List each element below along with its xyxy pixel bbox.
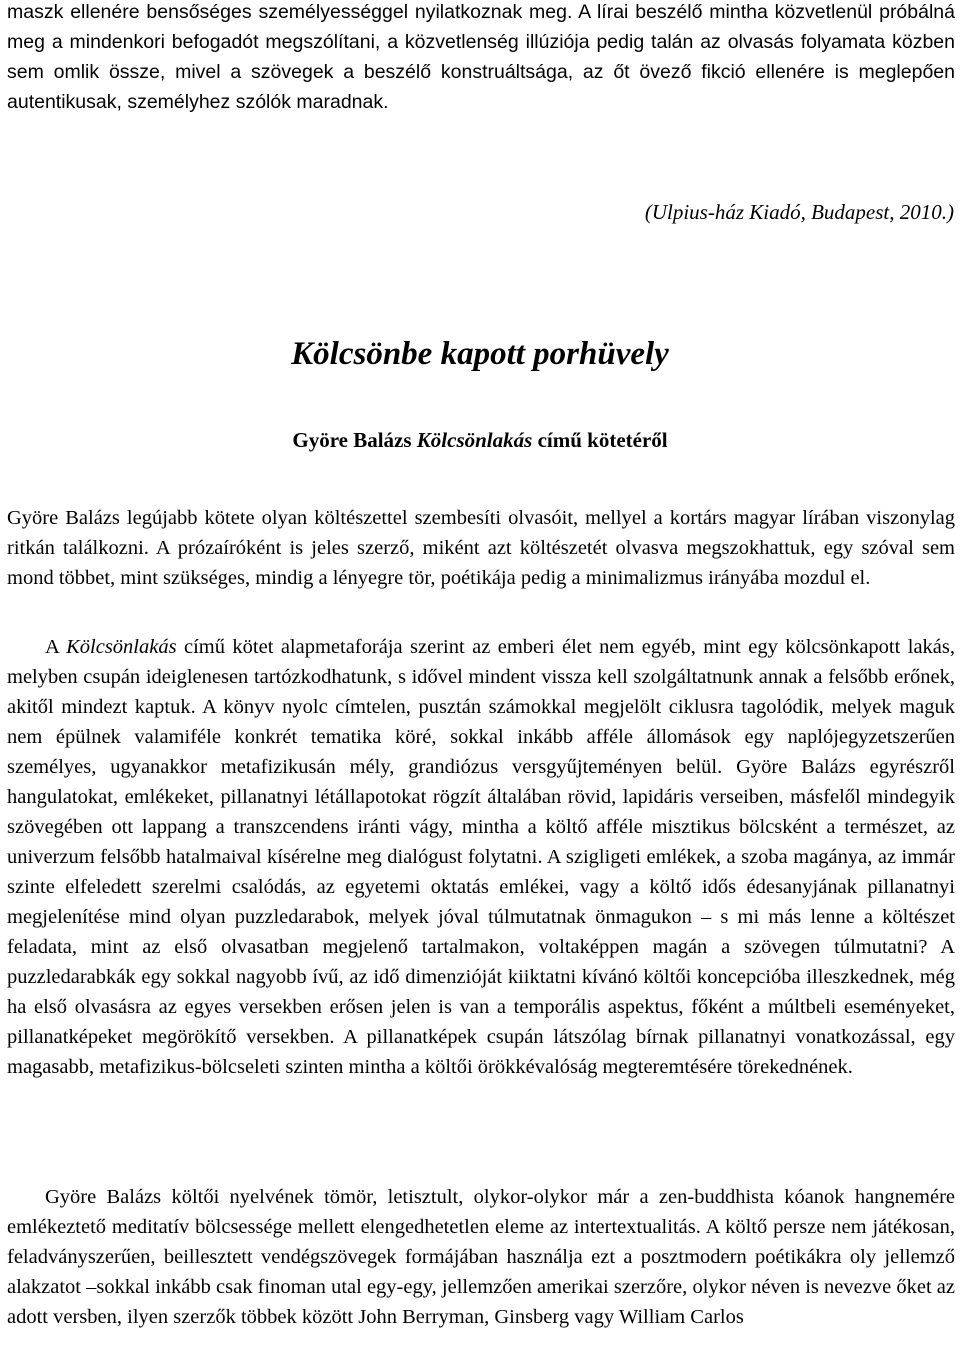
paragraph-2-start: A xyxy=(45,636,67,658)
paragraph-2 xyxy=(7,632,955,1082)
article-subtitle xyxy=(0,425,960,455)
paragraph-3: Györe Balázs költői nyelvének tömör, letisztult, olykor-olykor már a zen-buddhista kóanok hangnemére emlékeztető meditatív bölcsessége mellett elengedhetetlen eleme az intertextualitás. A költő persze nem játékosan, feladványszerűen, beillesztett vendégszövegek formájában használja ezt a posztmodern poétikákra oly jellemző alakzatot –sokkal inkább csak finoman utal egy-egy, jellemzően amerikai szerzőre, olykor néven is nevezve őket az adott versben, ilyen szerzők többek között John Berryman, Ginsberg vagy William Carlos xyxy=(7,1186,955,1328)
article-title: Kölcsönbe kapott porhüvely xyxy=(291,336,669,372)
paragraph-2-body: című kötet alapmetaforája szerint az emberi élet nem egyéb, mint egy kölcsönkapott lakás, melyben csupán ideiglenesen tartózkodhatunk, s idővel mindent vissza kell szolgáltatnunk annak a felsőbb erőnek, akitől mindezt kaptuk. A könyv nyolc címtelen, pusztán számokkal megjelölt ciklusra tagolódik, melyek maguk nem épülnek valamiféle konkrét tematika köré, sokkal inkább afféle állomások egy naplójegyzetszerűen személyes, ugyanakkor metafizikusán mély, grandiózus versgyűjteményen belül. Györe Balázs egyrészről hangulatokat, emlékeket, pillanatnyi létállapotokat rögzít általában rövid, lapidáris verseiben, másfelől mindegyik szövegében ott lappang a transzcendens iránti vágy, mintha a költő afféle misztikus bölcsként a természet, az univerzum felsőbb hatalmaival kísérelne meg dialógust folytatni. A szigligeti emlékek, a szoba magánya, az immár szinte elfeledett szerelmi csalódás, az egyetemi oktatás emlékei, vagy a költő idős édesanyjának pillanatnyi megjelenítése mind olyan puzzledarabok, melyek jóval túlmutatnak önmagukon – s mi más lenne a költészet feladata, mint az első olvasatban megjelenő tartalmakon, voltaképpen magán a szövegen túlmutatni? A puzzledarabkák egy sokkal nagyobb ívű, az idő dimenzióját kiiktatni kívánó költői koncepcióba illeszkednek, még ha első olvasásra az egyes versekben erősen jelen is van a temporális aspektus, főként a múltbeli eseményeket, pillanatképeket megörökítő versekben. A pillanatképek csupán látszólag bírnak pillanatnyi vonatkozással, egy magasabb, metafizikus-bölcseleti szinten mintha a költői örökkévalóság megteremtésére törekednének. xyxy=(7,636,955,1078)
subtitle-book-title: Kölcsönlakás xyxy=(416,428,533,452)
publication-source: (Ulpius-ház Kiadó, Budapest, 2010.) xyxy=(644,200,954,224)
paragraph-2-book-title: Kölcsönlakás xyxy=(66,636,177,658)
subtitle-author: Györe Balázs xyxy=(292,428,417,452)
paragraph-1: Györe Balázs legújabb kötete olyan költészettel szembesíti olvasóit, mellyel a kortárs magyar lírában viszonylag ritkán találkozni. A prózaíróként is jeles szerző, miként azt költészetét olvasva megszokhattuk, egy szóval sem mond többet, mint szükséges, mindig a lényegre tör, poétikája pedig a minimalizmus irányába mozdul el. xyxy=(7,507,955,589)
intro-paragraph: maszk ellenére bensőséges személyességgel nyilatkoznak meg. A lírai beszélő mintha közvetlenül próbálná meg a mindenkori befogadót megszólítani, a közvetlenség illúziója pedig talán az olvasás folyamata közben sem omlik össze, mivel a szövegek a beszélő konstruáltsága, az őt övező fikció ellenére is meglepően autentikusak, személyhez szólók maradnak. xyxy=(7,1,955,113)
subtitle-rest: című kötetéről xyxy=(532,428,668,452)
